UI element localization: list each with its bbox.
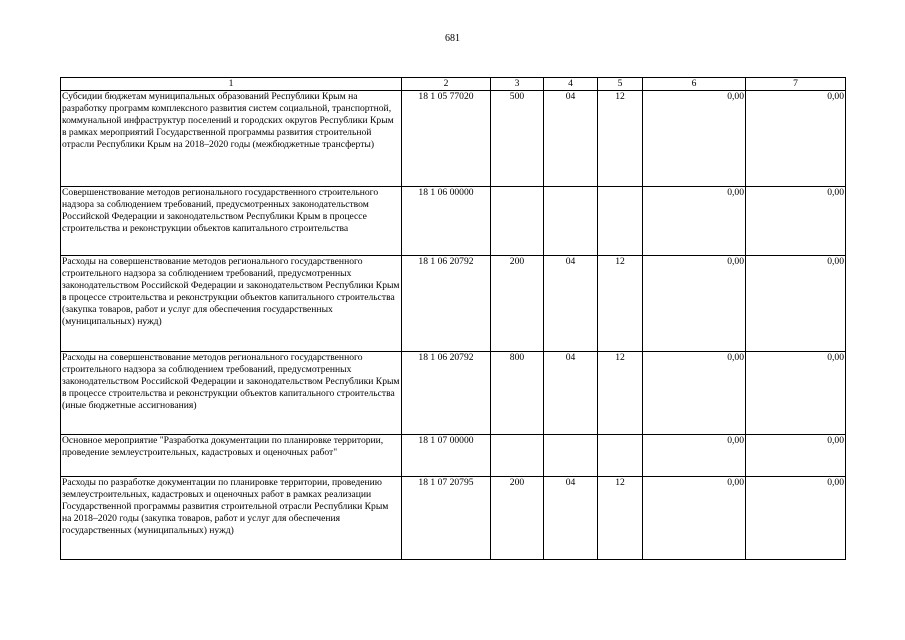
table-row	[61, 435, 846, 477]
row-code: 18 1 07 00000	[402, 435, 491, 477]
page-number: 681	[445, 33, 460, 44]
header-col-6: 6	[643, 78, 746, 91]
row-pr	[598, 435, 643, 477]
row-sum-6: 0,00	[643, 91, 746, 187]
table-row	[61, 477, 846, 560]
row-name: Основное мероприятие "Разработка документации по планировке территории, проведение землеустроительных, кадастровых и оценочных работ"	[61, 435, 402, 477]
row-sum-7: 0,00	[746, 187, 846, 256]
row-name: Расходы на совершенствование методов регионального государственного строительного надзора за соблюдением требований, предусмотренных законодательством Российской Федерации и законодательством Республики Крым в процессе строительства и реконструкции объектов капитального строительства (закупка товаров, работ и услуг для обеспечения государственных (муниципальных) нужд)	[61, 256, 402, 352]
row-sum-6: 0,00	[643, 352, 746, 435]
row-sum-7: 0,00	[746, 256, 846, 352]
row-rz: 04	[544, 477, 598, 560]
row-vr: 800	[491, 352, 544, 435]
row-rz: 04	[544, 91, 598, 187]
row-sum-7: 0,00	[746, 477, 846, 560]
row-sum-6: 0,00	[643, 256, 746, 352]
row-pr: 12	[598, 91, 643, 187]
row-name: Расходы по разработке документации по планировке территории, проведению землеустроительных, кадастровых и оценочных работ в рамках реализации Государственной программы развития строительной отрасли Республики Крым на 2018–2020 годы (закупка товаров, работ и услуг для обеспечения государственных (муниципальных) нужд)	[61, 477, 402, 560]
row-sum-6: 0,00	[643, 477, 746, 560]
table-row	[61, 256, 846, 352]
row-pr: 12	[598, 477, 643, 560]
header-col-5: 5	[598, 78, 643, 91]
row-sum-6: 0,00	[643, 435, 746, 477]
header-col-3: 3	[491, 78, 544, 91]
row-pr	[598, 187, 643, 256]
row-sum-7: 0,00	[746, 352, 846, 435]
header-col-7: 7	[746, 78, 846, 91]
row-vr	[491, 435, 544, 477]
header-col-4: 4	[544, 78, 598, 91]
row-name: Субсидии бюджетам муниципальных образований Республики Крым на разработку программ комплексного развития систем социальной, транспортной, коммунальной инфраструктур поселений и городских округов Республики Крым в рамках мероприятий Государственной программы развития строительной отрасли Республики Крым на 2018–2020 годы (межбюджетные трансферты)	[61, 91, 402, 187]
row-code: 18 1 06 20792	[402, 256, 491, 352]
row-rz	[544, 435, 598, 477]
budget-table	[60, 77, 846, 560]
row-rz	[544, 187, 598, 256]
row-pr: 12	[598, 256, 643, 352]
row-pr: 12	[598, 352, 643, 435]
header-col-2: 2	[402, 78, 491, 91]
row-code: 18 1 05 77020	[402, 91, 491, 187]
row-code: 18 1 07 20795	[402, 477, 491, 560]
row-code: 18 1 06 20792	[402, 352, 491, 435]
row-rz: 04	[544, 256, 598, 352]
row-vr: 200	[491, 477, 544, 560]
row-vr: 200	[491, 256, 544, 352]
row-sum-7: 0,00	[746, 91, 846, 187]
table-row	[61, 187, 846, 256]
row-vr: 500	[491, 91, 544, 187]
row-vr	[491, 187, 544, 256]
row-sum-7: 0,00	[746, 435, 846, 477]
table-row	[61, 91, 846, 187]
row-code: 18 1 06 00000	[402, 187, 491, 256]
row-sum-6: 0,00	[643, 187, 746, 256]
header-col-1: 1	[61, 78, 402, 91]
row-name: Расходы на совершенствование методов регионального государственного строительного надзора за соблюдением требований, предусмотренных законодательством Российской Федерации и законодательством Республики Крым в процессе строительства и реконструкции объектов капитального строительства (иные бюджетные ассигнования)	[61, 352, 402, 435]
row-rz: 04	[544, 352, 598, 435]
table-row	[61, 352, 846, 435]
row-name: Совершенствование методов регионального государственного строительного надзора за соблюдением требований, предусмотренных законодательством Российской Федерации и законодательством Республики Крым в процессе строительства и реконструкции объектов капитального строительства	[61, 187, 402, 256]
header-row	[61, 78, 846, 91]
